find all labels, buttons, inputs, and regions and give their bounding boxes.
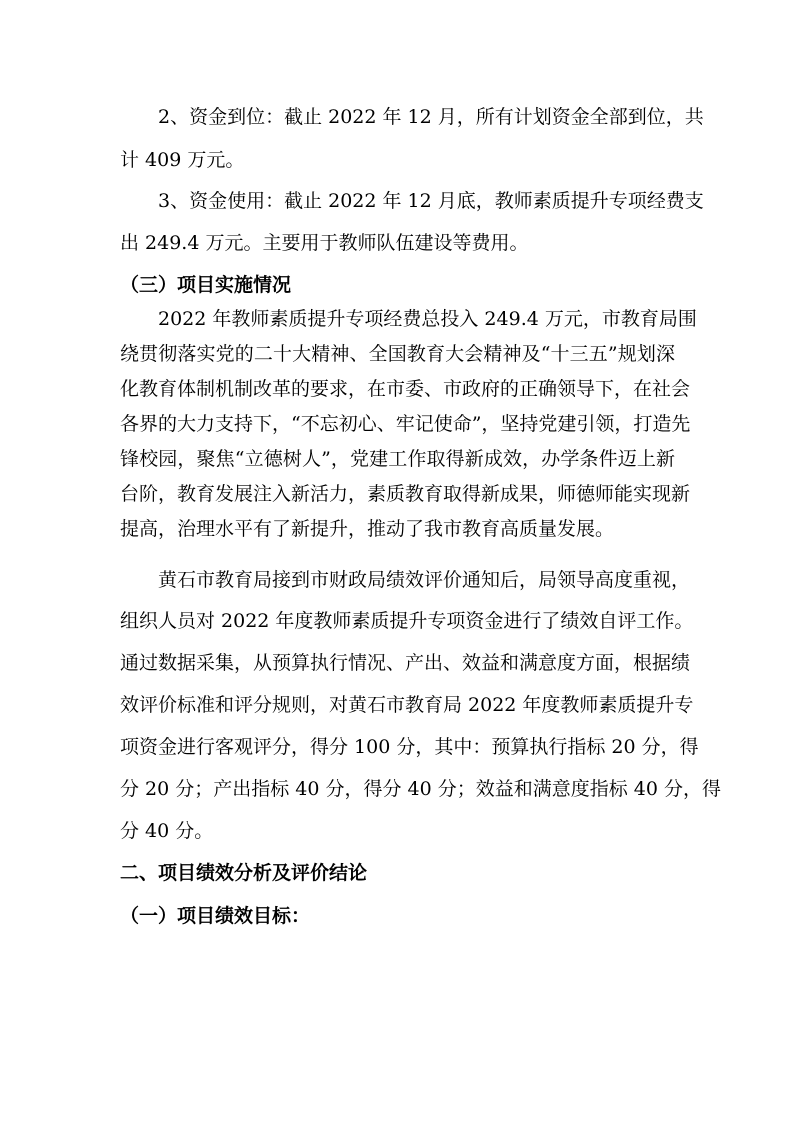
implementation-para-line: 提高，治理水平有了新提升，推动了我市教育高质量发展。 (120, 518, 615, 540)
funds-usage-line-2: 出 249.4 万元。主要用于教师队伍建设等费用。 (120, 232, 529, 254)
implementation-para-line: 锋校园，聚焦“立德树人”，党建工作取得新成效，办学条件迈上新 (120, 448, 675, 470)
implementation-para-line: 2022 年教师素质提升专项经费总投入 249.4 万元，市教育局围 (158, 308, 697, 330)
funds-arrival-line-1: 2、资金到位：截止 2022 年 12 月，所有计划资金全部到位，共 (158, 106, 704, 128)
implementation-para-line: 各界的大力支持下，“不忘初心、牢记使命”，坚持党建引领，打造先 (120, 413, 691, 435)
evaluation-para-line: 项资金进行客观评分，得分 100 分，其中：预算执行指标 20 分，得 (120, 736, 699, 758)
funds-usage-line-1: 3、资金使用：截止 2022 年 12 月底，教师素质提升专项经费支 (158, 190, 704, 212)
evaluation-para-line: 通过数据采集，从预算执行情况、产出、效益和满意度方面，根据绩 (120, 652, 691, 674)
evaluation-para-line: 组织人员对 2022 年度教师素质提升专项资金进行了绩效自评工作。 (120, 610, 694, 632)
evaluation-para-line: 黄石市教育局接到市财政局绩效评价通知后，局领导高度重视， (158, 569, 691, 591)
section-two-heading: 二、项目绩效分析及评价结论 (120, 862, 368, 884)
funds-arrival-line-2: 计 409 万元。 (120, 149, 245, 171)
subsection-one-heading: （一）项目绩效目标： (120, 905, 311, 927)
evaluation-para-line: 分 40 分。 (120, 820, 214, 842)
evaluation-para-line: 分 20 分；产出指标 40 分，得分 40 分；效益和满意度指标 40 分，得 (120, 778, 722, 800)
implementation-para-line: 台阶，教育发展注入新活力，素质教育取得新成果，师德师能实现新 (120, 483, 691, 505)
evaluation-para-line: 效评价标准和评分规则，对黄石市教育局 2022 年度教师素质提升专 (120, 694, 694, 716)
implementation-para-line: 绕贯彻落实党的二十大精神、全国教育大会精神及“十三五”规划深 (120, 343, 675, 365)
implementation-para-line: 化教育体制机制改革的要求，在市委、市政府的正确领导下，在社会 (120, 378, 691, 400)
section-three-heading: （三）项目实施情况 (120, 274, 292, 296)
